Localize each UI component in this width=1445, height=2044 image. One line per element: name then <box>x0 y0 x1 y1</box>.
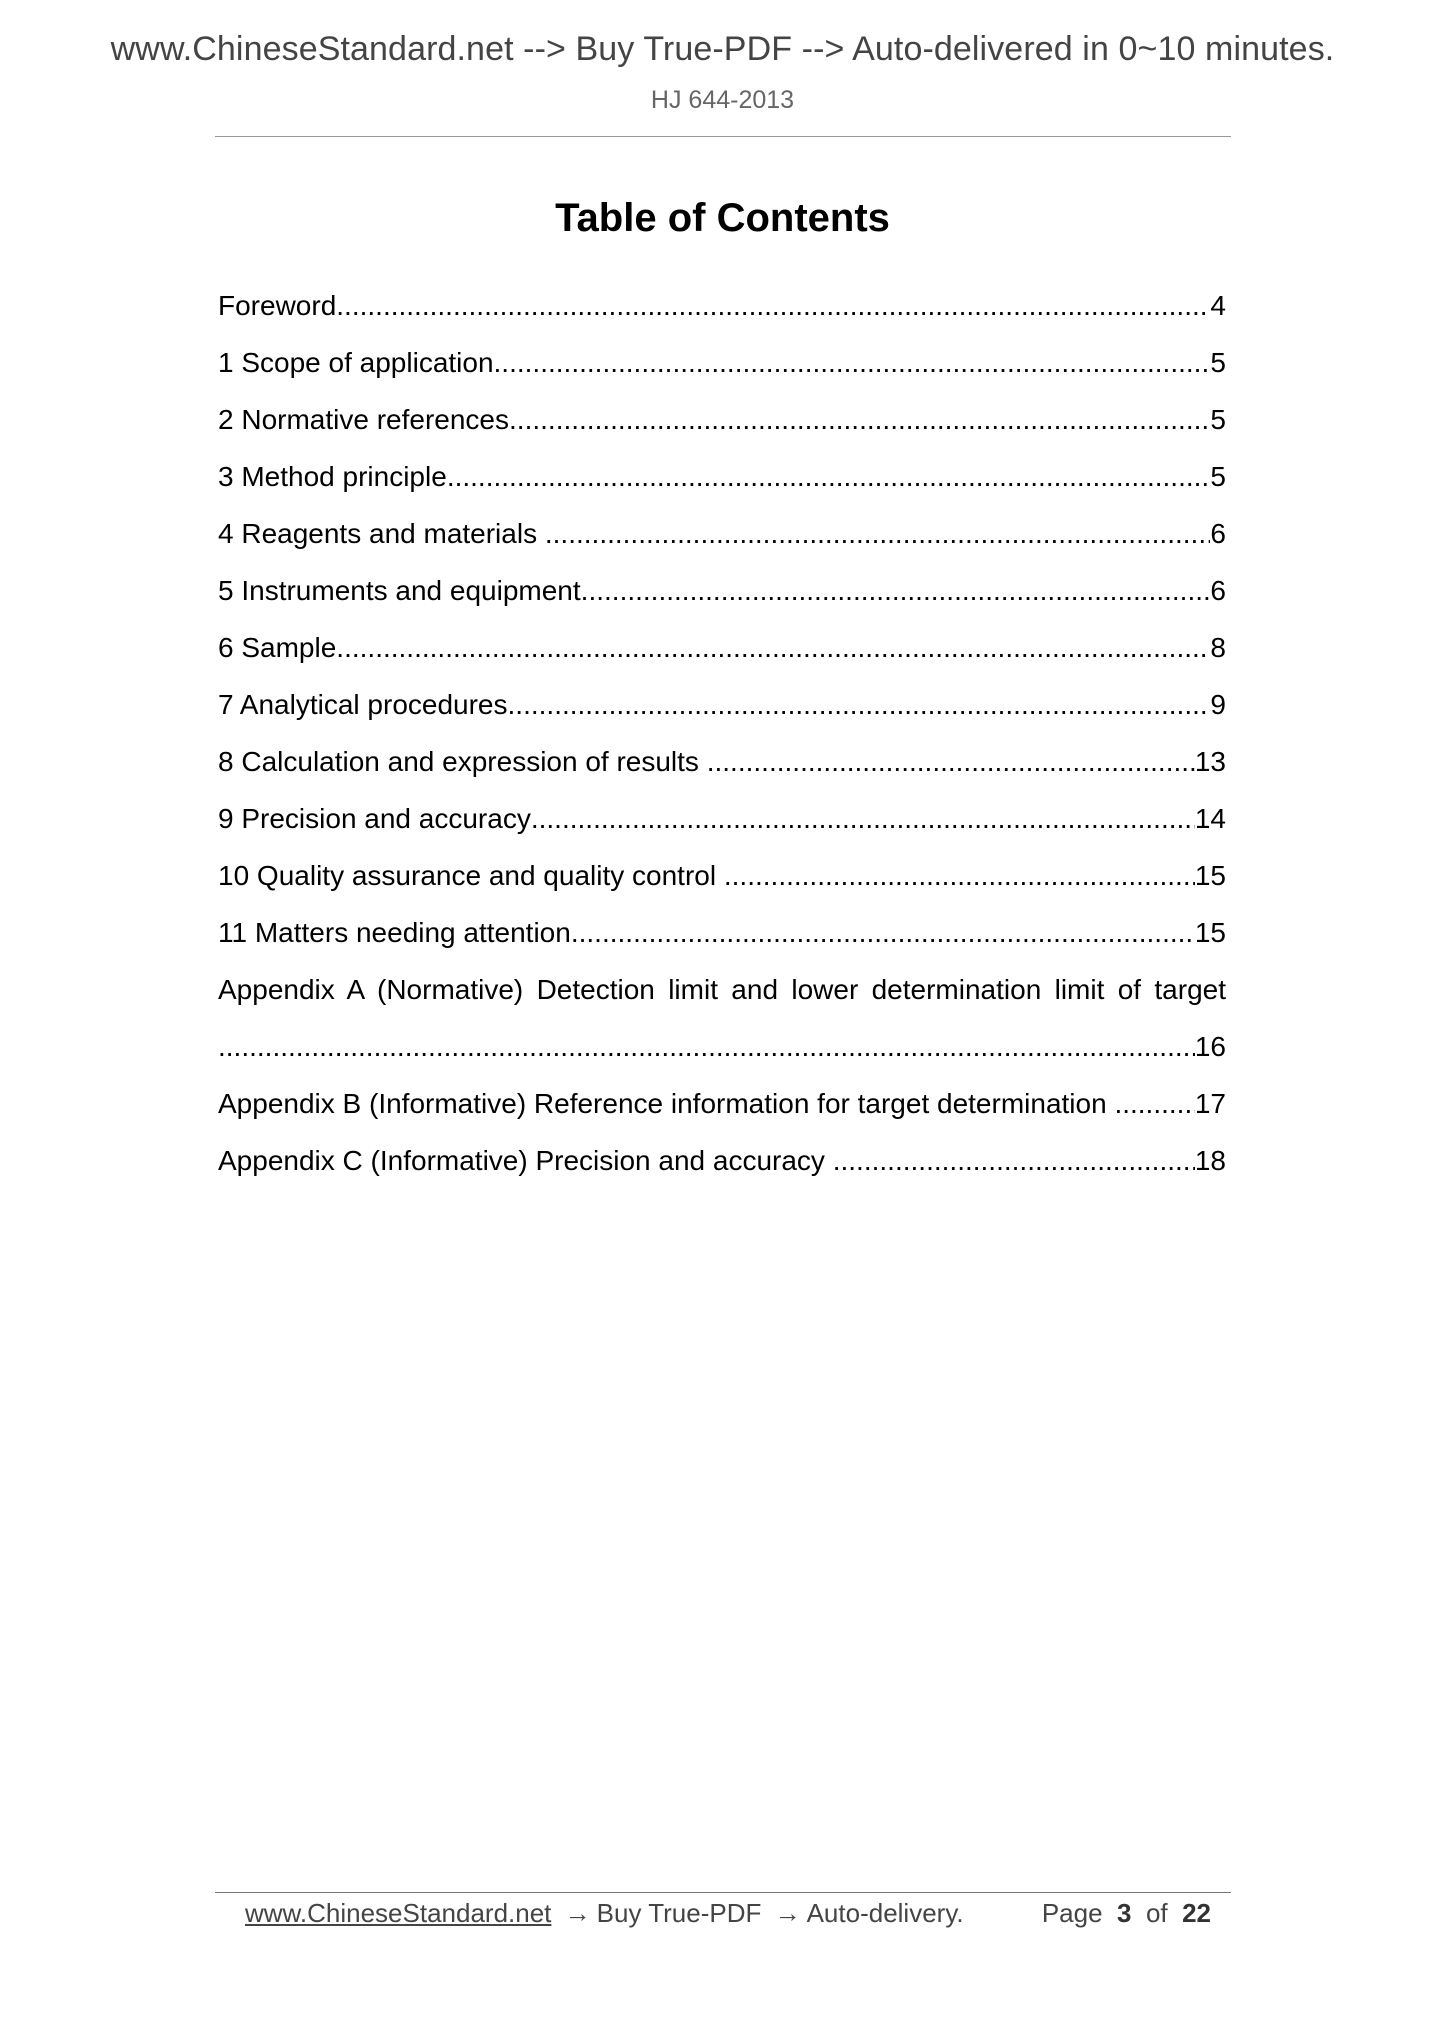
toc-entry-label: Appendix B (Informative) Reference information for target determination <box>218 1088 1115 1119</box>
toc-entry-page: 4 <box>1210 290 1226 321</box>
toc-leader-dots <box>571 913 1195 953</box>
toc-entry-page: 9 <box>1210 689 1226 720</box>
toc-entry-matters[interactable] <box>218 913 1226 970</box>
toc-leader-dots <box>707 742 1195 782</box>
toc-entry-label: 4 Reagents and materials <box>218 518 545 549</box>
toc-leader-dots <box>531 799 1195 839</box>
toc-entry-appendix-c[interactable] <box>218 1141 1226 1198</box>
toc-entry-label: 5 Instruments and equipment <box>218 575 581 606</box>
document-code: HJ 644-2013 <box>650 86 795 114</box>
toc-entry-sample[interactable] <box>218 628 1226 685</box>
of-word: of <box>1145 1898 1168 1928</box>
toc-entry-method-principle[interactable] <box>218 457 1226 514</box>
toc-leader-dots <box>833 1141 1195 1181</box>
toc-leader-dots <box>336 286 1210 326</box>
toc-leader-dots <box>336 628 1210 668</box>
footer-delivery-text: Auto-delivery. <box>806 1898 964 1928</box>
toc-entry-page: 15 <box>1194 860 1226 891</box>
current-page-number: 3 <box>1117 1898 1132 1928</box>
toc-leader-dots <box>509 400 1210 440</box>
toc-entry-page: 16 <box>1194 1031 1226 1062</box>
toc-entry-page: 13 <box>1194 746 1226 777</box>
toc-entry-quality-assurance[interactable] <box>218 856 1226 913</box>
toc-entry-label: 6 Sample <box>218 632 337 663</box>
toc-title: Table of Contents <box>555 196 890 240</box>
toc-leader-dots <box>724 856 1195 896</box>
toc-entry-label: 1 Scope of application <box>218 347 494 378</box>
toc-entry-analytical-procedures[interactable] <box>218 685 1226 742</box>
toc-entry-page: 14 <box>1194 803 1226 834</box>
toc-entry-calculation[interactable] <box>218 742 1226 799</box>
footer-buy-text: Buy True-PDF <box>596 1898 762 1928</box>
toc-entry-label: 11 Matters needing attention <box>218 917 571 948</box>
toc-entry-scope[interactable] <box>218 343 1226 400</box>
toc-entry-page: 8 <box>1210 632 1226 663</box>
toc-entry-page: 6 <box>1210 518 1226 549</box>
toc-entry-label: Foreword <box>218 290 337 321</box>
toc-leader-dots <box>508 685 1211 725</box>
toc-entry-precision[interactable] <box>218 799 1226 856</box>
toc-entry-page: 15 <box>1194 917 1226 948</box>
toc-entry-label: Appendix A (Normative) Detection limit and lower determination limit of target <box>218 974 1226 1005</box>
toc-leader-dots <box>1114 1084 1194 1124</box>
page-footer <box>245 1893 1211 1933</box>
toc-entry-label: 3 Method principle <box>218 461 447 492</box>
total-pages-number: 22 <box>1182 1898 1211 1928</box>
toc-entry-appendix-a[interactable] <box>218 970 1226 1084</box>
page-number-info <box>1042 1893 1211 1933</box>
toc-entry-label: 9 Precision and accuracy <box>218 803 531 834</box>
toc-leader-dots <box>494 343 1211 383</box>
toc-entry-instruments[interactable] <box>218 571 1226 628</box>
toc-entry-page: 5 <box>1210 461 1226 492</box>
header-divider <box>215 136 1231 137</box>
toc-list <box>218 286 1226 1198</box>
toc-leader-dots <box>545 514 1211 554</box>
arrow-right-icon: → <box>774 1898 801 1928</box>
footer-site-link[interactable]: www.ChineseStandard.net <box>245 1898 552 1928</box>
toc-leader-dots <box>218 1027 1195 1067</box>
toc-entry-page: 18 <box>1194 1145 1226 1176</box>
toc-entry-page: 17 <box>1194 1088 1226 1119</box>
toc-entry-foreword[interactable] <box>218 286 1226 343</box>
toc-leader-dots <box>581 571 1211 611</box>
toc-leader-dots <box>447 457 1211 497</box>
toc-entry-page: 5 <box>1210 404 1226 435</box>
top-banner: www.ChineseStandard.net --> Buy True-PDF --> Auto-delivered in 0~10 minutes. <box>110 30 1335 68</box>
toc-entry-label: 7 Analytical procedures <box>218 689 508 720</box>
toc-entry-appendix-b[interactable] <box>218 1084 1226 1141</box>
toc-entry-label: Appendix C (Informative) Precision and accuracy <box>218 1145 833 1176</box>
toc-entry-label: 10 Quality assurance and quality control <box>218 860 724 891</box>
toc-entry-label: 2 Normative references <box>218 404 510 435</box>
toc-entry-label: 8 Calculation and expression of results <box>218 746 707 777</box>
arrow-right-icon: → <box>564 1898 591 1928</box>
toc-entry-normative-references[interactable] <box>218 400 1226 457</box>
page-word: Page <box>1041 1898 1103 1928</box>
toc-entry-page: 5 <box>1210 347 1226 378</box>
toc-entry-reagents[interactable] <box>218 514 1226 571</box>
toc-entry-page: 6 <box>1210 575 1226 606</box>
